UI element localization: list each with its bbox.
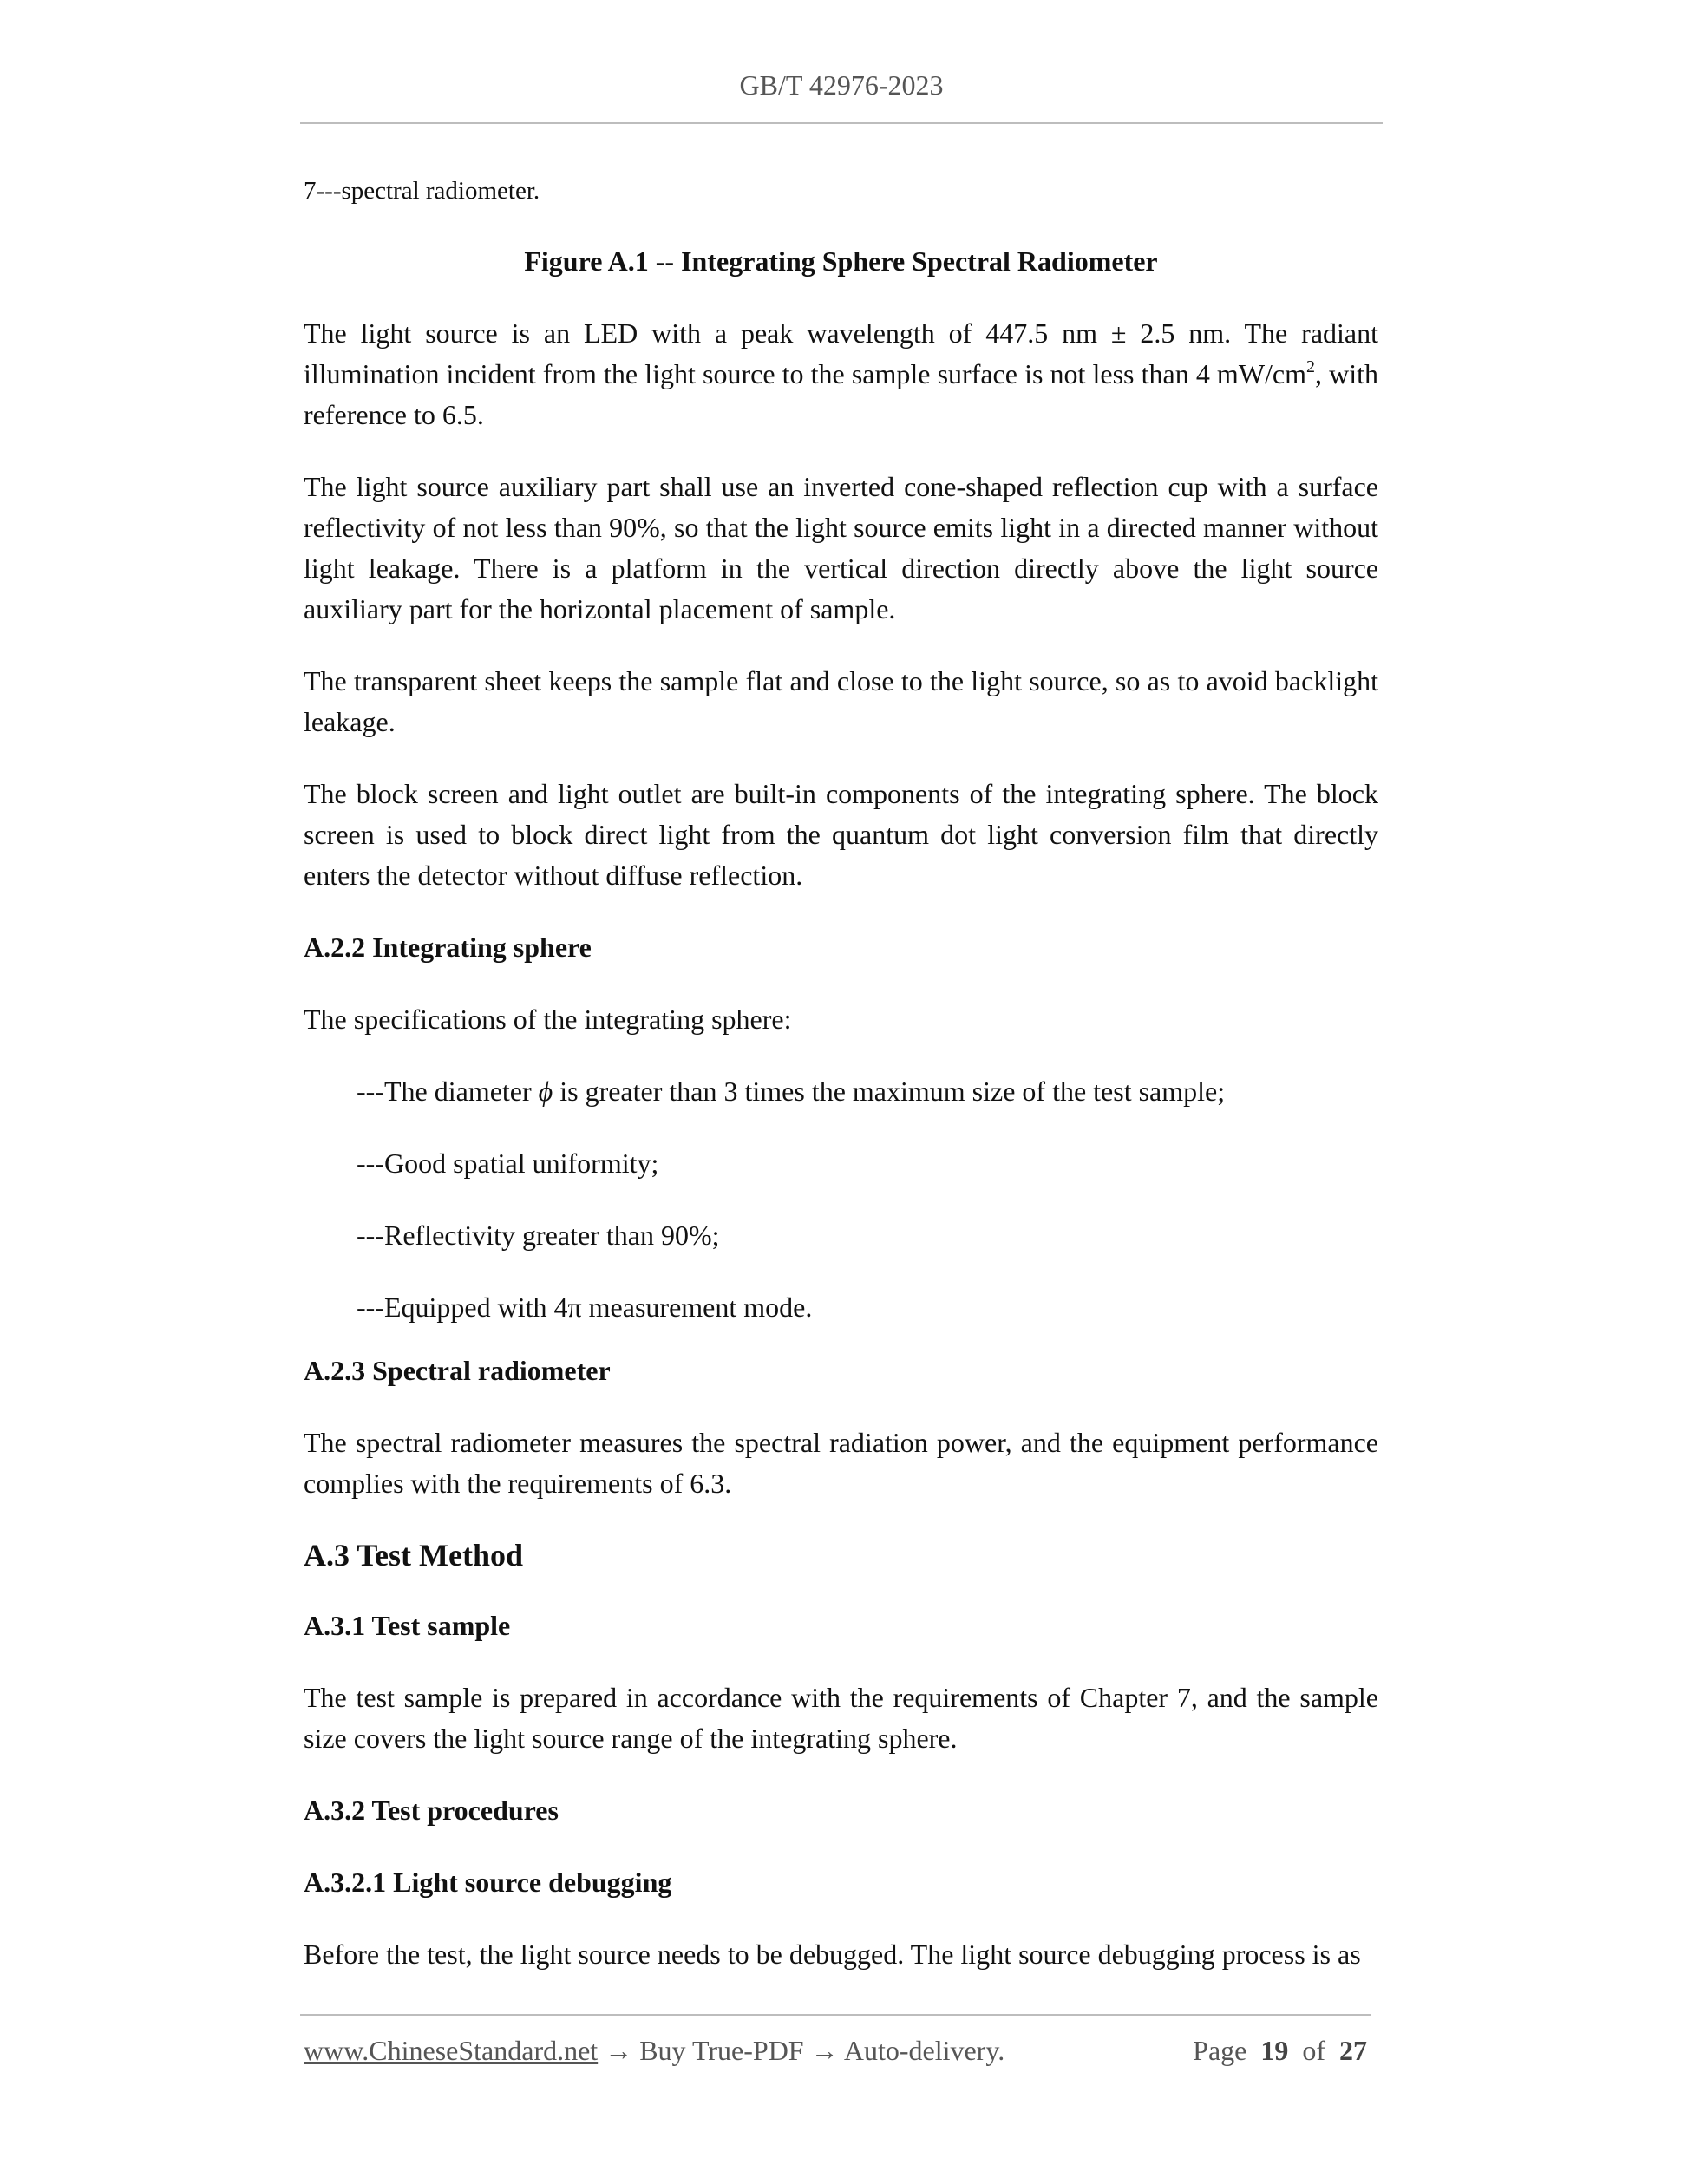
- footer-tagline: → Buy True-PDF → Auto-delivery.: [598, 2035, 1005, 2066]
- paragraph-spectral-radiometer: The spectral radiometer measures the spectral radiation power, and the equipment performance complies with the requirements of 6.3.: [304, 1427, 1378, 1499]
- paragraph-auxiliary-part: The light source auxiliary part shall use an inverted cone-shaped reflection cup with a surface reflectivity of not less than 90%, so that the light source emits light in a directed manner without light leakage. There is a platform in the vertical direction directly above the light source auxiliary part for the horizontal placement of sample.: [304, 471, 1378, 624]
- list-item-diameter-suffix: is greater than 3 times the maximum size of the test sample;: [553, 1076, 1226, 1107]
- page-header-title: GB/T 42976-2023: [739, 69, 944, 101]
- superscript-exponent: 2: [1306, 357, 1316, 376]
- paragraph-light-source-tail: , with reference to 6.5.: [304, 358, 1379, 430]
- of-label: of: [1302, 2035, 1325, 2066]
- document-body: [304, 173, 1378, 1975]
- paragraph-block-screen: The block screen and light outlet are built-in components of the integrating sphere. The block screen is used to block direct light from the quantum dot light conversion film that directly enters the detector without diffuse reflection.: [304, 778, 1378, 891]
- page-counter: [1193, 2035, 1367, 2067]
- site-link[interactable]: www.ChineseStandard.net: [304, 2035, 599, 2066]
- figure-legend-item: 7---spectral radiometer.: [304, 177, 540, 205]
- paragraph-test-sample: The test sample is prepared in accordance with the requirements of Chapter 7, and the sample size covers the light source range of the integrating sphere.: [304, 1682, 1378, 1754]
- paragraph-light-source-text: The light source is an LED with a peak wavelength of 447.5 nm ± 2.5 nm. The radiant illumination incident from the light source to the sample surface is not less than 4 mW/cm: [304, 317, 1378, 389]
- total-pages: 27: [1339, 2035, 1367, 2066]
- heading-a-2-3: A.2.3 Spectral radiometer: [304, 1355, 611, 1386]
- heading-a-2-2: A.2.2 Integrating sphere: [304, 932, 592, 963]
- list-item-diameter: [304, 1071, 1378, 1112]
- page-number: 19: [1260, 2035, 1289, 2066]
- heading-a-3-2-1: A.3.2.1 Light source debugging: [304, 1867, 672, 1898]
- list-item-diameter-prefix: ---The diameter: [357, 1076, 539, 1107]
- footer-divider: [300, 2014, 1371, 2016]
- heading-a-3-1: A.3.1 Test sample: [304, 1610, 511, 1641]
- figure-title: Figure A.1 -- Integrating Sphere Spectral Radiometer: [524, 245, 1158, 277]
- footer-promo: [304, 2035, 1004, 2067]
- paragraph-sphere-specs-intro: The specifications of the integrating sphere:: [304, 1004, 792, 1035]
- paragraph-light-source-debugging: Before the test, the light source needs to be debugged. The light source debugging process is as: [304, 1939, 1361, 1970]
- paragraph-light-source: [304, 313, 1378, 435]
- page-label: Page: [1193, 2035, 1247, 2066]
- list-item-uniformity: ---Good spatial uniformity;: [357, 1148, 659, 1179]
- phi-symbol: ϕ: [538, 1076, 553, 1107]
- heading-a-3-2: A.3.2 Test procedures: [304, 1795, 559, 1826]
- paragraph-transparent-sheet: The transparent sheet keeps the sample flat and close to the light source, so as to avoid backlight leakage.: [304, 665, 1378, 737]
- heading-a-3: A.3 Test Method: [304, 1538, 524, 1573]
- list-item-reflectivity: ---Reflectivity greater than 90%;: [357, 1220, 720, 1251]
- list-item-measurement-mode: ---Equipped with 4π measurement mode.: [357, 1291, 813, 1323]
- header-divider: [300, 122, 1383, 124]
